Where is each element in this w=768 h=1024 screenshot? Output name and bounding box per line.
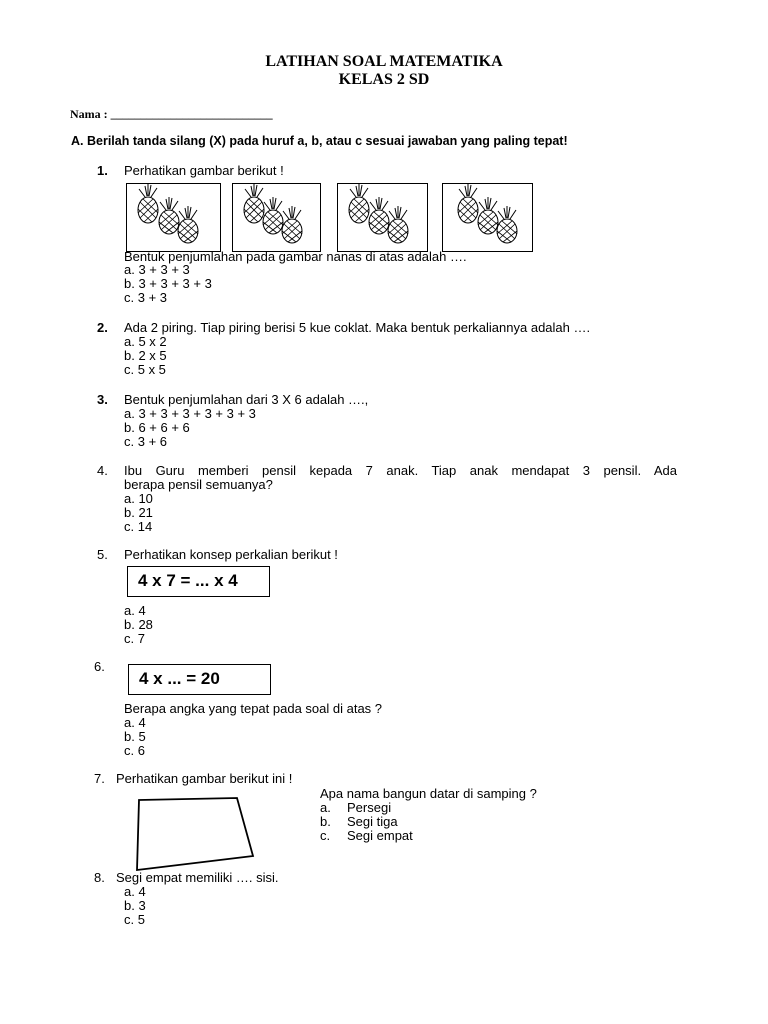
option-a[interactable]: a. 4 (124, 603, 146, 618)
option-c[interactable]: c. 7 (124, 631, 145, 646)
pineapple-picture-2 (232, 183, 321, 252)
option-b[interactable]: b. 2 x 5 (124, 348, 167, 363)
option-a[interactable]: a. 5 x 2 (124, 334, 167, 349)
option-a[interactable]: a. 3 + 3 + 3 + 3 + 3 + 3 (124, 406, 256, 421)
question-text: Ibu Guru memberi pensil kepada 7 anak. Tiap anak mendapat 3 pensil. Ada (124, 463, 677, 478)
option-b[interactable]: b. 6 + 6 + 6 (124, 420, 190, 435)
option-c[interactable]: c. 5 x 5 (124, 362, 166, 377)
option-c[interactable]: c. 6 (124, 743, 145, 758)
question-number: 6. (94, 659, 105, 674)
question-text: Perhatikan gambar berikut ! (124, 163, 284, 178)
option-a[interactable]: a. 4 (124, 715, 146, 730)
option-a[interactable]: a. 10 (124, 491, 153, 506)
option-c[interactable]: Segi empat (347, 828, 413, 843)
option-b[interactable]: b. 21 (124, 505, 153, 520)
option-b[interactable]: b. 28 (124, 617, 153, 632)
section-instruction: A. Berilah tanda silang (X) pada huruf a, b, atau c sesuai jawaban yang paling tepat! (71, 134, 568, 148)
name-field[interactable]: Nama : ___________________________ (70, 107, 273, 121)
option-b-letter[interactable]: b. (320, 814, 331, 829)
pineapple-icon (233, 184, 319, 250)
option-b[interactable]: Segi tiga (347, 814, 398, 829)
pineapple-icon (443, 184, 531, 250)
quadrilateral-shape (134, 796, 256, 874)
option-b[interactable]: b. 3 (124, 898, 146, 913)
option-a-letter[interactable]: a. (320, 800, 331, 815)
question-number: 1. (97, 163, 108, 178)
option-b[interactable]: b. 5 (124, 729, 146, 744)
question-number: 2. (97, 320, 108, 335)
question-text: Bentuk penjumlahan dari 3 X 6 adalah …., (124, 392, 369, 407)
question-text: Ada 2 piring. Tiap piring berisi 5 kue coklat. Maka bentuk perkaliannya adalah …. (124, 320, 591, 335)
question-text-continued: berapa pensil semuanya? (124, 477, 273, 492)
equation-box: 4 x ... = 20 (128, 664, 271, 695)
multiplication-box: 4 x 7 = ... x 4 (127, 566, 270, 597)
option-c[interactable]: c. 14 (124, 519, 153, 534)
question-number: 4. (97, 463, 108, 478)
option-c-letter[interactable]: c. (320, 828, 331, 843)
question-text: Apa nama bangun datar di samping ? (320, 786, 537, 801)
question-number: 7. (94, 771, 105, 786)
question-text: Berapa angka yang tepat pada soal di atas ? (124, 701, 383, 716)
option-a[interactable]: a. 4 (124, 884, 146, 899)
option-a[interactable]: Persegi (347, 800, 392, 815)
option-c[interactable]: c. 3 + 6 (124, 434, 167, 449)
pineapple-icon (127, 184, 219, 250)
option-c[interactable]: c. 5 (124, 912, 145, 927)
option-a[interactable]: a. 3 + 3 + 3 (124, 262, 190, 277)
question-text: Bentuk penjumlahan pada gambar nanas di atas adalah …. (124, 249, 467, 264)
question-text: Perhatikan gambar berikut ini ! (116, 771, 293, 786)
question-text: Segi empat memiliki …. sisi. (116, 870, 279, 885)
pineapple-picture-3 (337, 183, 428, 252)
pineapple-picture-4 (442, 183, 533, 252)
pineapple-icon (338, 184, 426, 250)
option-c[interactable]: c. 3 + 3 (124, 290, 167, 305)
question-number: 8. (94, 870, 105, 885)
page-subtitle: KELAS 2 SD (338, 71, 430, 88)
question-text: Perhatikan konsep perkalian berikut ! (124, 547, 338, 562)
pineapple-picture-1 (126, 183, 221, 252)
option-b[interactable]: b. 3 + 3 + 3 + 3 (124, 276, 212, 291)
question-number: 3. (97, 392, 108, 407)
question-number: 5. (97, 547, 108, 562)
page-title: LATIHAN SOAL MATEMATIKA (265, 53, 503, 70)
